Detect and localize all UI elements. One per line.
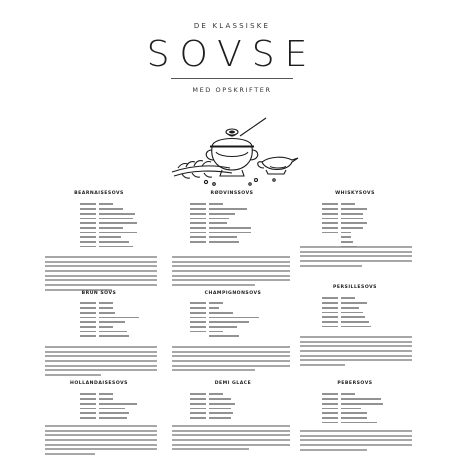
recipe-title-roedvin: RØDVINSSOVS xyxy=(210,191,254,196)
method-peber xyxy=(300,430,412,453)
method-bearnaise xyxy=(45,256,157,294)
method-brun xyxy=(45,346,157,379)
ingredients-hollandaise xyxy=(80,392,137,420)
recipe-title-whisky: WHISKYSOVS xyxy=(335,191,375,196)
poster-eyebrow: DE KLASSISKE xyxy=(193,22,271,30)
recipe-title-bearnaise: BEARNAISESOVS xyxy=(74,191,124,196)
ingredients-demiglace xyxy=(190,392,235,420)
method-demiglace xyxy=(172,425,290,453)
method-whisky xyxy=(300,246,412,269)
ingredients-persille xyxy=(322,296,371,329)
recipe-title-persille: PERSILLESOVS xyxy=(332,285,377,290)
recipe-title-peber: PEBERSOVS xyxy=(337,381,373,386)
recipe-title-champignon: CHAMPIGNONSOVS xyxy=(204,291,262,296)
recipe-title-brun: BRUN SOVS xyxy=(81,291,117,296)
ingredients-bearnaise xyxy=(80,202,137,249)
title-divider xyxy=(171,78,293,79)
method-hollandaise xyxy=(45,425,157,458)
recipe-title-demiglace: DEMI GLACE xyxy=(214,381,252,386)
ingredients-champignon xyxy=(190,301,259,339)
ingredients-whisky xyxy=(322,202,367,249)
ingredients-peber xyxy=(322,392,383,425)
sauce-tureen-illustration-icon xyxy=(170,110,300,190)
method-champignon xyxy=(172,346,290,374)
poster-subtitle: MED OPSKRIFTER xyxy=(192,86,272,94)
method-persille xyxy=(300,336,412,369)
recipe-title-hollandaise: HOLLANDAISESOVS xyxy=(70,381,128,386)
method-roedvin xyxy=(172,256,290,289)
ingredients-roedvin xyxy=(190,202,251,244)
ingredients-brun xyxy=(80,301,139,339)
poster-title: SOVSE xyxy=(146,34,318,75)
